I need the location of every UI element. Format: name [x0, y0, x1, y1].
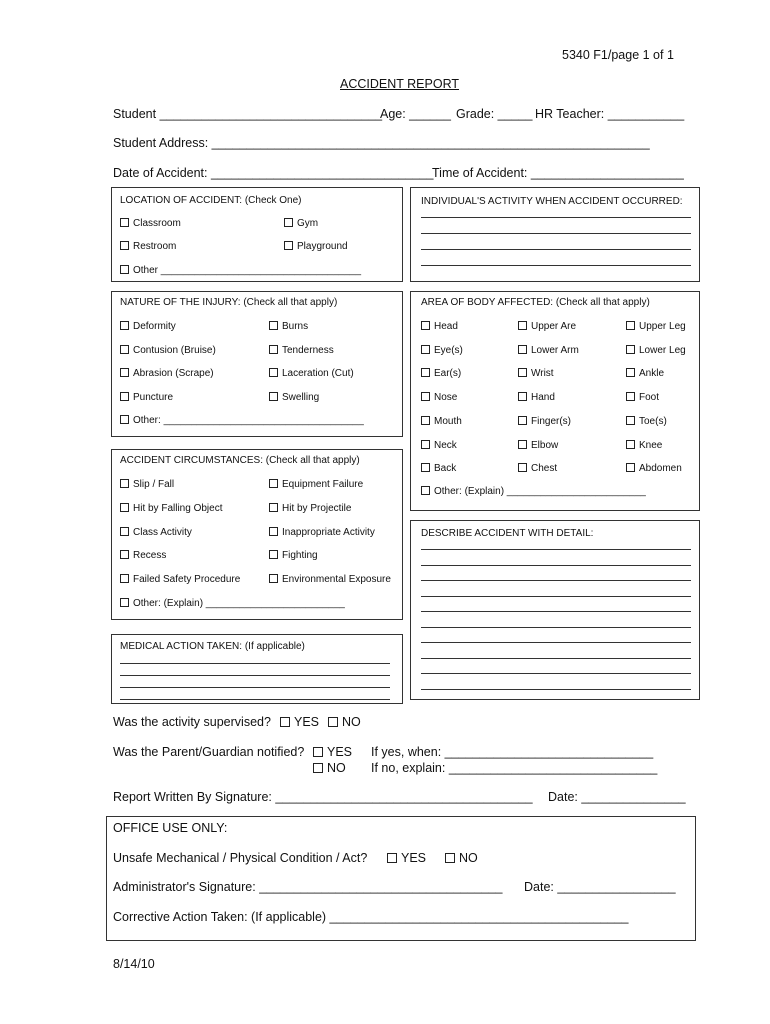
checkbox-icon[interactable] — [626, 368, 635, 377]
page-reference: 5340 F1/page 1 of 1 — [562, 48, 674, 62]
checkbox-icon[interactable] — [421, 463, 430, 472]
checkbox-icon[interactable] — [120, 598, 129, 607]
location-classroom[interactable]: Classroom — [120, 218, 181, 229]
body-area-upper-leg[interactable]: Upper Leg — [626, 321, 686, 332]
office-title: OFFICE USE ONLY: — [113, 821, 228, 835]
body-area-knee[interactable]: Knee — [626, 440, 662, 451]
body-area-wrist[interactable]: Wrist — [518, 368, 554, 379]
body-area-hand[interactable]: Hand — [518, 392, 555, 403]
injury-burns[interactable]: Burns — [269, 321, 308, 332]
injury-abrasion[interactable]: Abrasion (Scrape) — [120, 368, 214, 379]
checkbox-icon[interactable] — [269, 503, 278, 512]
circumstance-failed-safety-procedure[interactable]: Failed Safety Procedure — [120, 574, 240, 585]
age-field[interactable]: Age: ______ — [380, 107, 451, 121]
circumstances-section — [111, 449, 403, 620]
circumstance-slip-fall[interactable]: Slip / Fall — [120, 479, 174, 490]
circumstance-inappropriate-activity[interactable]: Inappropriate Activity — [269, 527, 375, 538]
checkbox-icon[interactable] — [421, 345, 430, 354]
checkbox-icon[interactable] — [421, 368, 430, 377]
page-title: ACCIDENT REPORT — [340, 77, 460, 91]
describe-line[interactable] — [421, 658, 691, 659]
checkbox-icon[interactable] — [120, 550, 129, 559]
checkbox-icon[interactable] — [120, 241, 129, 250]
body-area-head[interactable]: Head — [421, 321, 458, 332]
body-area-chest[interactable]: Chest — [518, 463, 557, 474]
body-area-lower-leg[interactable]: Lower Leg — [626, 345, 686, 356]
checkbox-icon[interactable] — [120, 479, 129, 488]
checkbox-icon[interactable] — [120, 265, 129, 274]
time-of-accident-field[interactable]: Time of Accident: ______________________ — [432, 166, 684, 180]
describe-section — [410, 520, 700, 700]
medical-line[interactable] — [120, 687, 390, 688]
circumstance-environmental-exposure[interactable]: Environmental Exposure — [269, 574, 391, 585]
activity-line[interactable] — [421, 217, 691, 218]
checkbox-icon[interactable] — [518, 321, 527, 330]
describe-line[interactable] — [421, 642, 691, 643]
report-date-field[interactable]: Date: _______________ — [548, 790, 686, 804]
body-area-title: AREA OF BODY AFFECTED: (Check all that apply) — [421, 297, 650, 308]
describe-line[interactable] — [421, 596, 691, 597]
injury-puncture[interactable]: Puncture — [120, 392, 173, 403]
checkbox-icon[interactable] — [626, 416, 635, 425]
checkbox-icon[interactable] — [626, 345, 635, 354]
checkbox-icon[interactable] — [421, 486, 430, 495]
checkbox-icon[interactable] — [284, 218, 293, 227]
medical-line[interactable] — [120, 675, 390, 676]
body-area-toe-s[interactable]: Toe(s) — [626, 416, 667, 427]
body-area-eye-s[interactable]: Eye(s) — [421, 345, 463, 356]
checkbox-icon[interactable] — [626, 440, 635, 449]
checkbox-icon[interactable] — [269, 368, 278, 377]
medical-line[interactable] — [120, 699, 390, 700]
checkbox-icon[interactable] — [421, 392, 430, 401]
describe-line[interactable] — [421, 565, 691, 566]
checkbox-icon[interactable] — [313, 747, 323, 757]
checkbox-icon[interactable] — [518, 440, 527, 449]
circumstances-title: ACCIDENT CIRCUMSTANCES: (Check all that apply) — [120, 455, 360, 466]
checkbox-icon[interactable] — [518, 345, 527, 354]
location-section — [111, 187, 403, 282]
injury-tenderness[interactable]: Tenderness — [269, 345, 334, 356]
unsafe-no[interactable]: NO — [445, 851, 478, 865]
injury-title: NATURE OF THE INJURY: (Check all that apply) — [120, 297, 338, 308]
location-playground[interactable]: Playground — [284, 241, 348, 252]
circumstance-equipment-failure[interactable]: Equipment Failure — [269, 479, 363, 490]
describe-line[interactable] — [421, 611, 691, 612]
checkbox-icon[interactable] — [518, 416, 527, 425]
body-area-neck[interactable]: Neck — [421, 440, 457, 451]
checkbox-icon[interactable] — [387, 853, 397, 863]
circumstances-other[interactable]: Other: (Explain) _________________________ — [120, 598, 345, 609]
body-area-lower-arm[interactable]: Lower Arm — [518, 345, 579, 356]
checkbox-icon[interactable] — [269, 527, 278, 536]
checkbox-icon[interactable] — [120, 574, 129, 583]
admin-signature-field[interactable]: Administrator's Signature: ___________________________________ — [113, 880, 503, 894]
supervised-question: Was the activity supervised? — [113, 715, 271, 729]
circumstance-class-activity[interactable]: Class Activity — [120, 527, 192, 538]
body-area-upper-are[interactable]: Upper Are — [518, 321, 576, 332]
injury-contusion[interactable]: Contusion (Bruise) — [120, 345, 216, 356]
checkbox-icon[interactable] — [120, 392, 129, 401]
injury-laceration[interactable]: Laceration (Cut) — [269, 368, 354, 379]
circumstance-hit-by-falling-object[interactable]: Hit by Falling Object — [120, 503, 222, 514]
checkbox-icon[interactable] — [284, 241, 293, 250]
checkbox-icon[interactable] — [280, 717, 290, 727]
parent-no[interactable]: NO — [313, 761, 346, 775]
describe-line[interactable] — [421, 549, 691, 550]
checkbox-icon[interactable] — [518, 368, 527, 377]
describe-line[interactable] — [421, 673, 691, 674]
checkbox-icon[interactable] — [269, 550, 278, 559]
injury-deformity[interactable]: Deformity — [120, 321, 176, 332]
body-area-back[interactable]: Back — [421, 463, 456, 474]
medical-section — [111, 634, 403, 704]
body-area-foot[interactable]: Foot — [626, 392, 659, 403]
body-area-ear-s[interactable]: Ear(s) — [421, 368, 461, 379]
body-area-nose[interactable]: Nose — [421, 392, 457, 403]
corrective-action-field[interactable]: Corrective Action Taken: (If applicable) ___________________________________________ — [113, 910, 629, 924]
body-area-abdomen[interactable]: Abdomen — [626, 463, 682, 474]
body-area-finger-s[interactable]: Finger(s) — [518, 416, 571, 427]
unsafe-question: Unsafe Mechanical / Physical Condition / Act? — [113, 851, 368, 865]
checkbox-icon[interactable] — [445, 853, 455, 863]
injury-other[interactable]: Other: ____________________________________ — [120, 415, 364, 426]
checkbox-icon[interactable] — [120, 218, 129, 227]
circumstance-recess[interactable]: Recess — [120, 550, 166, 561]
describe-line[interactable] — [421, 580, 691, 581]
checkbox-icon[interactable] — [269, 574, 278, 583]
checkbox-icon[interactable] — [269, 479, 278, 488]
describe-line[interactable] — [421, 627, 691, 628]
checkbox-icon[interactable] — [421, 416, 430, 425]
admin-date-field[interactable]: Date: _________________ — [524, 880, 676, 894]
location-title: LOCATION OF ACCIDENT: (Check One) — [120, 195, 302, 206]
describe-title: DESCRIBE ACCIDENT WITH DETAIL: — [421, 528, 594, 539]
checkbox-icon[interactable] — [269, 345, 278, 354]
body-area-section — [410, 291, 700, 511]
student-name-field[interactable]: Student ________________________________ — [113, 107, 383, 121]
checkbox-icon[interactable] — [120, 368, 129, 377]
body-area-other[interactable]: Other: (Explain) _________________________ — [421, 486, 646, 497]
medical-title: MEDICAL ACTION TAKEN: (If applicable) — [120, 641, 305, 652]
body-area-elbow[interactable]: Elbow — [518, 440, 558, 451]
location-gym[interactable]: Gym — [284, 218, 318, 229]
checkbox-icon[interactable] — [328, 717, 338, 727]
unsafe-yes[interactable]: YES — [387, 851, 426, 865]
checkbox-icon[interactable] — [313, 763, 323, 773]
parent-if-no-field[interactable]: If no, explain: ______________________________ — [371, 761, 658, 775]
medical-line[interactable] — [120, 663, 390, 664]
activity-section — [410, 187, 700, 282]
checkbox-icon[interactable] — [120, 503, 129, 512]
injury-swelling[interactable]: Swelling — [269, 392, 319, 403]
footer-date: 8/14/10 — [113, 957, 155, 971]
injury-section — [111, 291, 403, 437]
checkbox-icon[interactable] — [421, 321, 430, 330]
describe-line[interactable] — [421, 689, 691, 690]
report-signature-field[interactable]: Report Written By Signature: _____________________________________ — [113, 790, 533, 804]
student-address-field[interactable]: Student Address: _______________________________________________________________ — [113, 136, 650, 150]
body-area-ankle[interactable]: Ankle — [626, 368, 664, 379]
checkbox-icon[interactable] — [626, 463, 635, 472]
checkbox-icon[interactable] — [518, 392, 527, 401]
circumstance-hit-by-projectile[interactable]: Hit by Projectile — [269, 503, 351, 514]
body-area-mouth[interactable]: Mouth — [421, 416, 462, 427]
checkbox-icon[interactable] — [626, 321, 635, 330]
location-other[interactable]: Other ____________________________________ — [120, 265, 361, 276]
date-of-accident-field[interactable]: Date of Accident: ________________________________ — [113, 166, 434, 180]
checkbox-icon[interactable] — [269, 321, 278, 330]
checkbox-icon[interactable] — [120, 527, 129, 536]
checkbox-icon[interactable] — [120, 415, 129, 424]
activity-line[interactable] — [421, 233, 691, 234]
checkbox-icon[interactable] — [626, 392, 635, 401]
location-restroom[interactable]: Restroom — [120, 241, 176, 252]
parent-yes[interactable]: YES — [313, 745, 352, 759]
activity-line[interactable] — [421, 265, 691, 266]
checkbox-icon[interactable] — [120, 321, 129, 330]
parent-question: Was the Parent/Guardian notified? — [113, 745, 305, 759]
checkbox-icon[interactable] — [421, 440, 430, 449]
office-use-section — [106, 816, 696, 941]
supervised-no[interactable]: NO — [328, 715, 361, 729]
checkbox-icon[interactable] — [518, 463, 527, 472]
grade-field[interactable]: Grade: _____ — [456, 107, 533, 121]
circumstance-fighting[interactable]: Fighting — [269, 550, 318, 561]
activity-title: INDIVIDUAL'S ACTIVITY WHEN ACCIDENT OCCURRED: — [421, 196, 683, 207]
parent-if-yes-field[interactable]: If yes, when: ______________________________ — [371, 745, 654, 759]
checkbox-icon[interactable] — [120, 345, 129, 354]
checkbox-icon[interactable] — [269, 392, 278, 401]
hr-teacher-field[interactable]: HR Teacher: ___________ — [535, 107, 685, 121]
activity-line[interactable] — [421, 249, 691, 250]
supervised-yes[interactable]: YES — [280, 715, 319, 729]
